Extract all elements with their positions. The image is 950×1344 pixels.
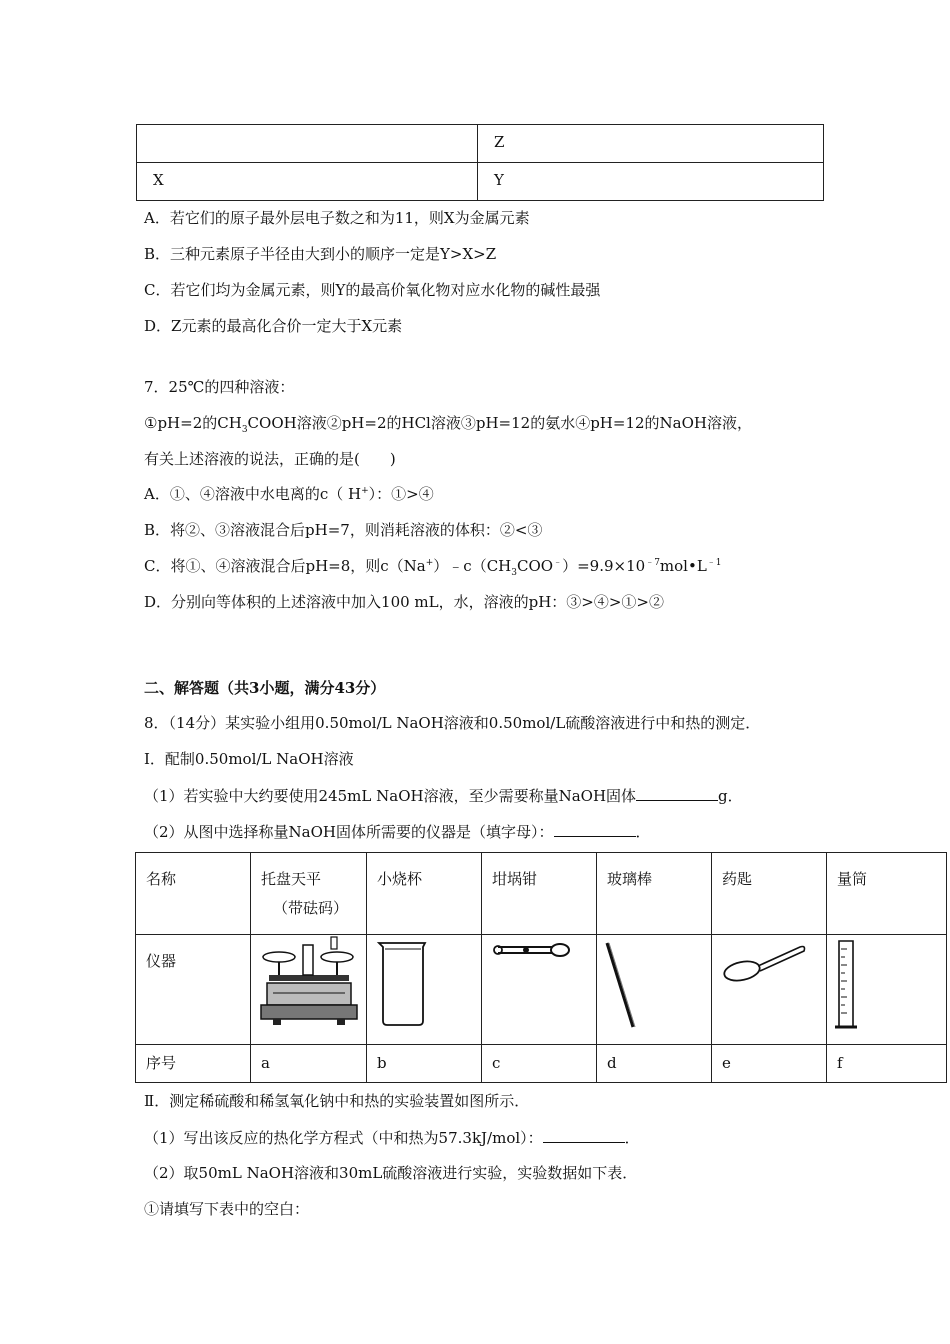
part1-question-2: （2）从图中选择称量NaOH固体所需要的仪器是（填字母）： ． xyxy=(144,820,651,842)
q7-option-a: A．①、④溶液中水电离的c（ H+）：①>④ xyxy=(144,485,434,503)
q7-stem: 7．25℃的四种溶液： xyxy=(144,378,295,396)
name-cell: 坩埚钳 xyxy=(482,853,597,935)
q8-stem: 8．（14分）某实验小组用0.50mol/L NaOH溶液和0.50mol/L硫酸溶液进行中和热的测定． xyxy=(144,714,761,732)
part2-question-1: （1）写出该反应的热化学方程式（中和热为57.3kJ/mol）： ． xyxy=(144,1126,640,1148)
part2-question-2-sub: ①请填写下表中的空白： xyxy=(144,1200,310,1218)
index-cell: d xyxy=(597,1045,712,1083)
name-cell: 托盘天平 （带砝码） xyxy=(251,853,367,935)
q6-option-d: D．Z元素的最高化合价一定大于X元素 xyxy=(144,317,403,335)
graduated-cylinder-icon xyxy=(827,935,941,1043)
q6-option-b: B．三种元素原子半径由大到小的顺序一定是Y>X>Z xyxy=(144,245,497,263)
row-label-name: 名称 xyxy=(136,853,251,935)
instrument-cell xyxy=(597,935,712,1045)
table-cell: Y xyxy=(478,163,824,201)
instrument-cell xyxy=(712,935,827,1045)
instrument-cell xyxy=(251,935,367,1045)
index-cell: e xyxy=(712,1045,827,1083)
balance-icon xyxy=(251,935,365,1043)
section-heading: 二、解答题（共3小题，满分43分） xyxy=(144,679,386,697)
index-cell: f xyxy=(827,1045,947,1083)
index-cell: b xyxy=(367,1045,482,1083)
q7-option-c: C．将①、④溶液混合后pH=8，则$c(Na^+)﹣c(CH_3COO^﹣)=9.9\times 10^{﹣7}mol•L^{﹣1}$ xyxy=(144,557,722,578)
beaker-icon xyxy=(367,935,481,1043)
glass-rod-icon xyxy=(597,935,711,1043)
answer-blank[interactable] xyxy=(554,820,636,837)
name-cell: 药匙 xyxy=(712,853,827,935)
name-cell: 小烧杯 xyxy=(367,853,482,935)
index-cell: c xyxy=(482,1045,597,1083)
spoon-icon xyxy=(712,935,826,1043)
q7-option-d: D．分别向等体积的上述溶液中加入100 mL，水，溶液的pH：③>④>①>② xyxy=(144,593,665,611)
part2-heading: Ⅱ．测定稀硫酸和稀氢氧化钠中和热的实验装置如图所示． xyxy=(144,1092,530,1110)
crucible-tongs-icon xyxy=(482,935,596,1043)
table-cell: X xyxy=(137,163,478,201)
instrument-cell xyxy=(367,935,482,1045)
q7-question: 有关上述溶液的说法，正确的是( ) xyxy=(144,450,396,468)
part1-heading: Ⅰ．配制0.50mol/L NaOH溶液 xyxy=(144,750,354,768)
name-cell: 量筒 xyxy=(827,853,947,935)
name-cell: 玻璃棒 xyxy=(597,853,712,935)
q7-solutions-line: ①pH=2的$CH_3COOH$溶液②pH=2的HCl溶液③pH=12的氨水④pH=12的NaOH溶液， xyxy=(144,414,752,435)
q7-option-b: B．将②、③溶液混合后pH=7，则消耗溶液的体积：②<③ xyxy=(144,521,543,539)
instrument-cell xyxy=(827,935,947,1045)
q6-option-c: C．若它们均为金属元素，则Y的最高价氧化物对应水化物的碱性最强 xyxy=(144,281,601,299)
instrument-cell xyxy=(482,935,597,1045)
row-label-instrument: 仪器 xyxy=(136,935,251,1045)
instrument-table xyxy=(135,852,947,1083)
index-cell: a xyxy=(251,1045,367,1083)
answer-blank[interactable] xyxy=(636,784,718,801)
q6-option-a: A．若它们的原子最外层电子数之和为11，则X为金属元素 xyxy=(144,209,530,227)
element-position-table xyxy=(136,124,824,201)
table-cell xyxy=(137,125,478,163)
row-label-index: 序号 xyxy=(136,1045,251,1083)
part1-question-1: （1）若实验中大约要使用245mL NaOH溶液，至少需要称量NaOH固体 g． xyxy=(144,784,743,806)
part2-question-2: （2）取50mL NaOH溶液和30mL硫酸溶液进行实验，实验数据如下表． xyxy=(144,1164,638,1182)
answer-blank[interactable] xyxy=(543,1126,625,1143)
table-cell: Z xyxy=(478,125,824,163)
